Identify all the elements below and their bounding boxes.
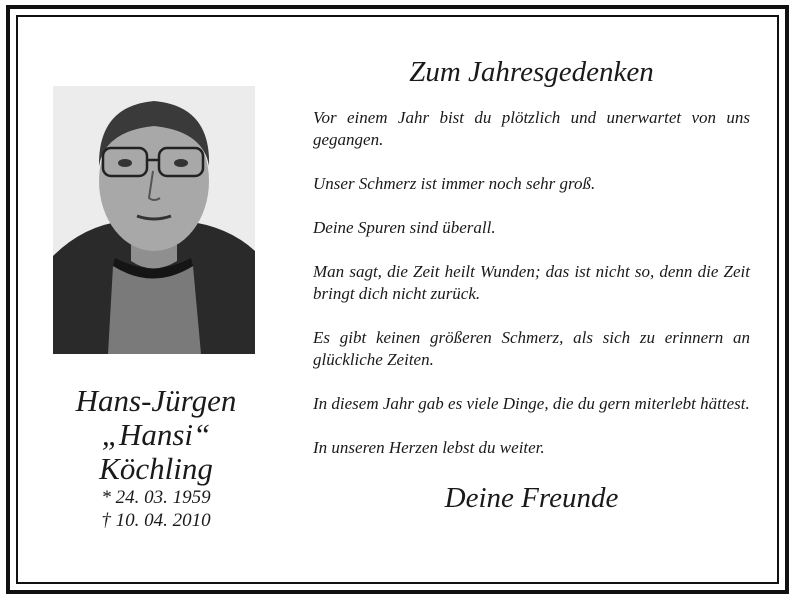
memorial-text	[313, 55, 750, 515]
birth-date: * 24. 03. 1959	[101, 487, 211, 508]
page-title: Zum Jahresgedenken	[409, 56, 654, 88]
signature: Deine Freunde	[444, 482, 619, 514]
paragraph: Unser Schmerz ist immer noch sehr groß.	[313, 174, 596, 193]
paragraph: Man sagt, die Zeit heilt Wunden; das ist nicht so, denn die Zeit bringt dich nicht zurück.	[313, 262, 750, 303]
deceased-last-name: Köchling	[99, 451, 213, 486]
paragraph: Es gibt keinen größeren Schmerz, als sich zu erinnern an glückliche Zeiten.	[313, 328, 750, 369]
death-date: † 10. 04. 2010	[101, 510, 211, 531]
paragraph: Vor einem Jahr bist du plötzlich und unerwartet von uns gegangen.	[313, 108, 750, 149]
paragraph: In unseren Herzen lebst du weiter.	[313, 438, 545, 457]
portrait-photo	[53, 86, 255, 354]
deceased-nickname: „Hansi“	[101, 417, 211, 452]
paragraph: In diesem Jahr gab es viele Dinge, die du gern miterlebt hättest.	[313, 394, 750, 413]
outer-border	[6, 5, 789, 594]
paragraph: Deine Spuren sind überall.	[313, 218, 496, 237]
deceased-first-name: Hans-Jürgen	[75, 383, 237, 418]
deceased-info	[40, 384, 272, 532]
